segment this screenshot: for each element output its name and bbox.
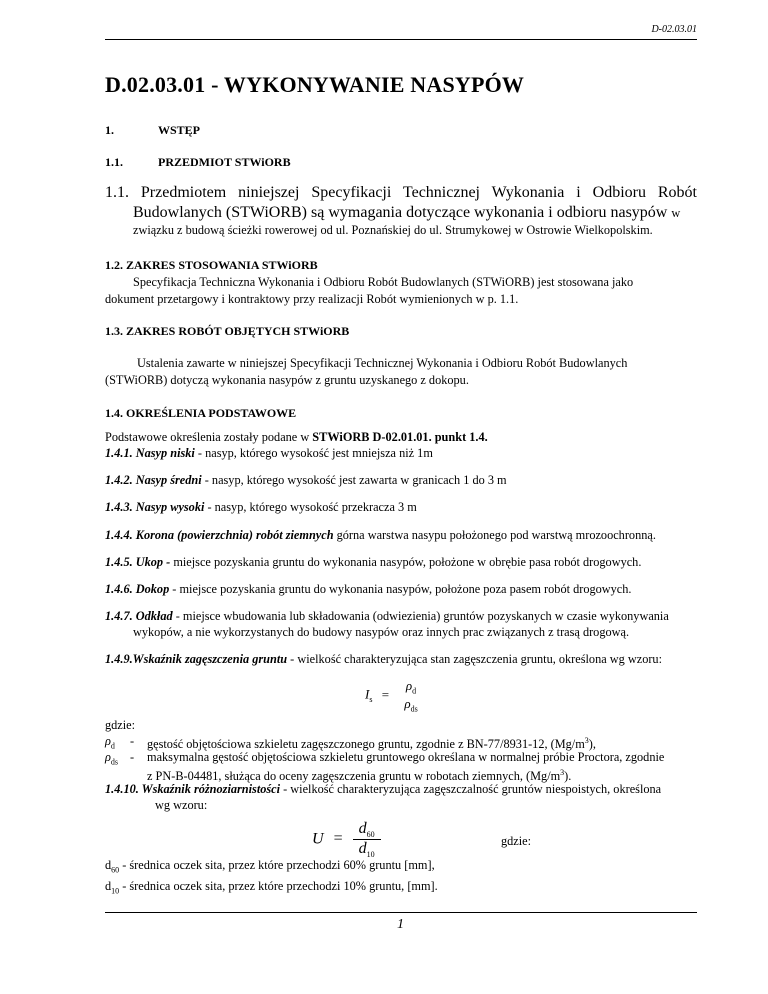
formula-den-sub: ds	[410, 704, 418, 714]
d10-sym: d	[105, 879, 112, 893]
section-1-1-number: 1.1.	[105, 155, 123, 169]
s12-line1: Specyfikacja Techniczna Wykonania i Odbioru Robót Budowlanych (STWiORB) jest stosowana jako	[133, 275, 634, 289]
rho-d-text: gęstość objętościowa szkieletu zagęszczonego gruntu, zgodnie z BN-77/8931-12, (Mg/m	[147, 737, 585, 752]
formula-lhs: I	[365, 686, 370, 702]
def-1-4-6	[105, 581, 632, 597]
def-1-4-7	[105, 608, 669, 624]
def-text: - nasyp, którego wysokość jest zawarta w granicach 1 do 3 m	[201, 473, 507, 487]
d60-desc	[105, 857, 435, 878]
section-1-number: 1.	[105, 123, 114, 137]
header-doc-code: D-02.03.01	[651, 24, 697, 35]
section-1-4-title: 1.4. OKREŚLENIA PODSTAWOWE	[105, 406, 297, 420]
s13-line1: Ustalenia zawarte w niniejszej Specyfikacji Technicznej Wykonania i Odbioru Robót Budowlanych	[137, 356, 628, 370]
formula-compaction-index	[365, 678, 424, 713]
def-term: 1.4.6. Dokop	[105, 582, 170, 596]
def-1-4-4	[105, 527, 656, 543]
p11-line2	[133, 203, 680, 223]
formula2-num-sub: 60	[366, 830, 375, 840]
def-text: górna warstwa nasypu położonego pod warstwą mrozoochronną.	[333, 528, 656, 542]
def-text: - nasyp, którego wysokość przekracza 3 m	[204, 500, 417, 514]
d60-text: - średnica oczek sita, przez które przechodzi 60% gruntu [mm],	[119, 858, 435, 872]
section-1-3-title: 1.3. ZAKRES ROBÓT OBJĘTYCH STWiORB	[105, 324, 350, 338]
where-label-2: gdzie:	[501, 834, 532, 848]
rho-ds-sym: ρ	[105, 750, 111, 764]
formula-lhs-sub: s	[369, 695, 373, 705]
s14-intro-ref: STWiORB D-02.01.01. punkt 1.4.	[312, 430, 488, 444]
def-1-4-10	[105, 781, 661, 797]
rho-d-sym: ρ	[105, 734, 111, 748]
rho-ds-text2: z PN-B-04481, służąca do oceny zagęszczenia gruntu w robotach ziemnych, (Mg/m	[147, 769, 561, 784]
s12-line2: dokument przetargowy i kontraktowy przy realizacji Robót wymienionych w p. 1.1.	[105, 292, 519, 306]
def-text: - nasyp, którego wysokość jest mniejsza niż 1m	[194, 446, 433, 460]
def-1-4-9	[105, 651, 662, 667]
def-1-4-7-line2: wykopów, a nie wykorzystanych do budowy nasypów oraz innych prac związanych z trasą drogową.	[133, 625, 630, 639]
d10-desc	[105, 878, 438, 899]
formula-eq: =	[381, 686, 390, 702]
footer-rule	[105, 912, 697, 913]
def-text: miejsce pozyskania gruntu do wykonania nasypów, położone w obrębie pasa robót drogowych.	[170, 555, 642, 569]
section-1-1-title: PRZEDMIOT STWiORB	[158, 155, 291, 169]
def-text: - wielkość charakteryzująca zagęszczalność gruntów niespoistych, określona	[280, 782, 662, 796]
formula2-den: d	[358, 840, 367, 858]
d10-sub: 10	[111, 886, 120, 896]
def-1-4-3	[105, 499, 417, 515]
d10-text: - średnica oczek sita, przez które przechodzi 10% gruntu, [mm].	[119, 879, 438, 893]
page-number: 1	[397, 917, 404, 932]
page-title: D.02.03.01 - WYKONYWANIE NASYPÓW	[105, 72, 525, 97]
def-term: 1.4.1. Nasyp niski	[105, 446, 195, 460]
formula-uniformity	[312, 820, 381, 859]
def-term: 1.4.2. Nasyp średni	[105, 473, 202, 487]
s14-intro	[105, 429, 488, 445]
def-term: 1.4.9.Wskaźnik zagęszczenia gruntu	[105, 652, 288, 666]
s14-intro-text: Podstawowe określenia zostały podane w	[105, 430, 313, 444]
rho-d-dash: -	[130, 734, 135, 748]
def-text: - wielkość charakteryzująca stan zagęszczenia gruntu, określona wg wzoru:	[287, 652, 662, 666]
def-text: - miejsce pozyskania gruntu do wykonania nasypów, położone poza pasem robót drogowych.	[169, 582, 632, 596]
p11-line2-text: Budowlanych (STWiORB) są wymagania dotyczące wykonania i odbioru nasypów	[133, 204, 668, 221]
p11-line3: związku z budową ścieżki rowerowej od ul. Poznańskiej do ul. Strumykowej w Ostrowie Wielkopolskim.	[133, 223, 653, 237]
formula-den: ρ	[404, 695, 411, 711]
d60-sym: d	[105, 858, 112, 872]
section-1-title: WSTĘP	[158, 123, 201, 137]
formula-fraction	[398, 678, 423, 713]
rho-d-sub: d	[110, 741, 115, 751]
formula2-lhs: U	[312, 830, 324, 848]
p11-line1: 1.1. Przedmiotem niniejszej Specyfikacji Technicznej Wykonania i Odbioru Robót	[105, 184, 697, 201]
formula2-fraction	[353, 820, 381, 859]
rho-ds-symbol	[105, 749, 118, 770]
def-term: 1.4.7. Odkład	[105, 609, 173, 623]
formula2-den-sub: 10	[366, 850, 375, 860]
def-term: 1.4.5. Ukop -	[105, 555, 171, 569]
def-1-4-2	[105, 472, 507, 488]
rho-ds-dash: -	[130, 750, 135, 764]
d60-sub: 60	[111, 865, 120, 875]
formula2-num: d	[358, 820, 367, 837]
rho-ds-sub: ds	[110, 757, 119, 767]
formula-num: ρ	[405, 678, 413, 693]
def-text: - miejsce wbudowania lub składowania (odwiezienia) gruntów pozyskanych w czasie wykonywania	[172, 609, 669, 623]
rho-ds-unit-sup: 3	[560, 768, 565, 777]
p11-line2-w: w	[671, 206, 681, 220]
def-term: 1.4.10. Wskaźnik różnoziarnistości	[105, 782, 281, 796]
section-1-2-title: 1.2. ZAKRES STOSOWANIA STWiORB	[105, 258, 318, 272]
def-1-4-1	[105, 445, 433, 461]
def-term: 1.4.3. Nasyp wysoki	[105, 500, 205, 514]
s13-line2: (STWiORB) dotyczą wykonania nasypów z gruntu uzyskanego z dokopu.	[105, 373, 469, 387]
def-1-4-5	[105, 554, 641, 570]
def-1-4-10-line2: wg wzoru:	[155, 798, 208, 812]
def-term: 1.4.4. Korona (powierzchnia) robót ziemnych	[105, 528, 334, 542]
formula2-eq: =	[333, 830, 343, 848]
where-label: gdzie:	[105, 718, 136, 732]
rho-ds-desc-1: maksymalna gęstość objętościowa szkieletu gruntowego określana w normalnej próbie Proctora, zgodnie	[147, 750, 665, 764]
rho-d-unit-sup: 3	[584, 736, 589, 745]
rho-d-end: ),	[588, 737, 596, 752]
rho-ds-end: ).	[564, 769, 572, 784]
header-rule	[105, 39, 697, 40]
formula-num-sub: d	[412, 686, 417, 696]
